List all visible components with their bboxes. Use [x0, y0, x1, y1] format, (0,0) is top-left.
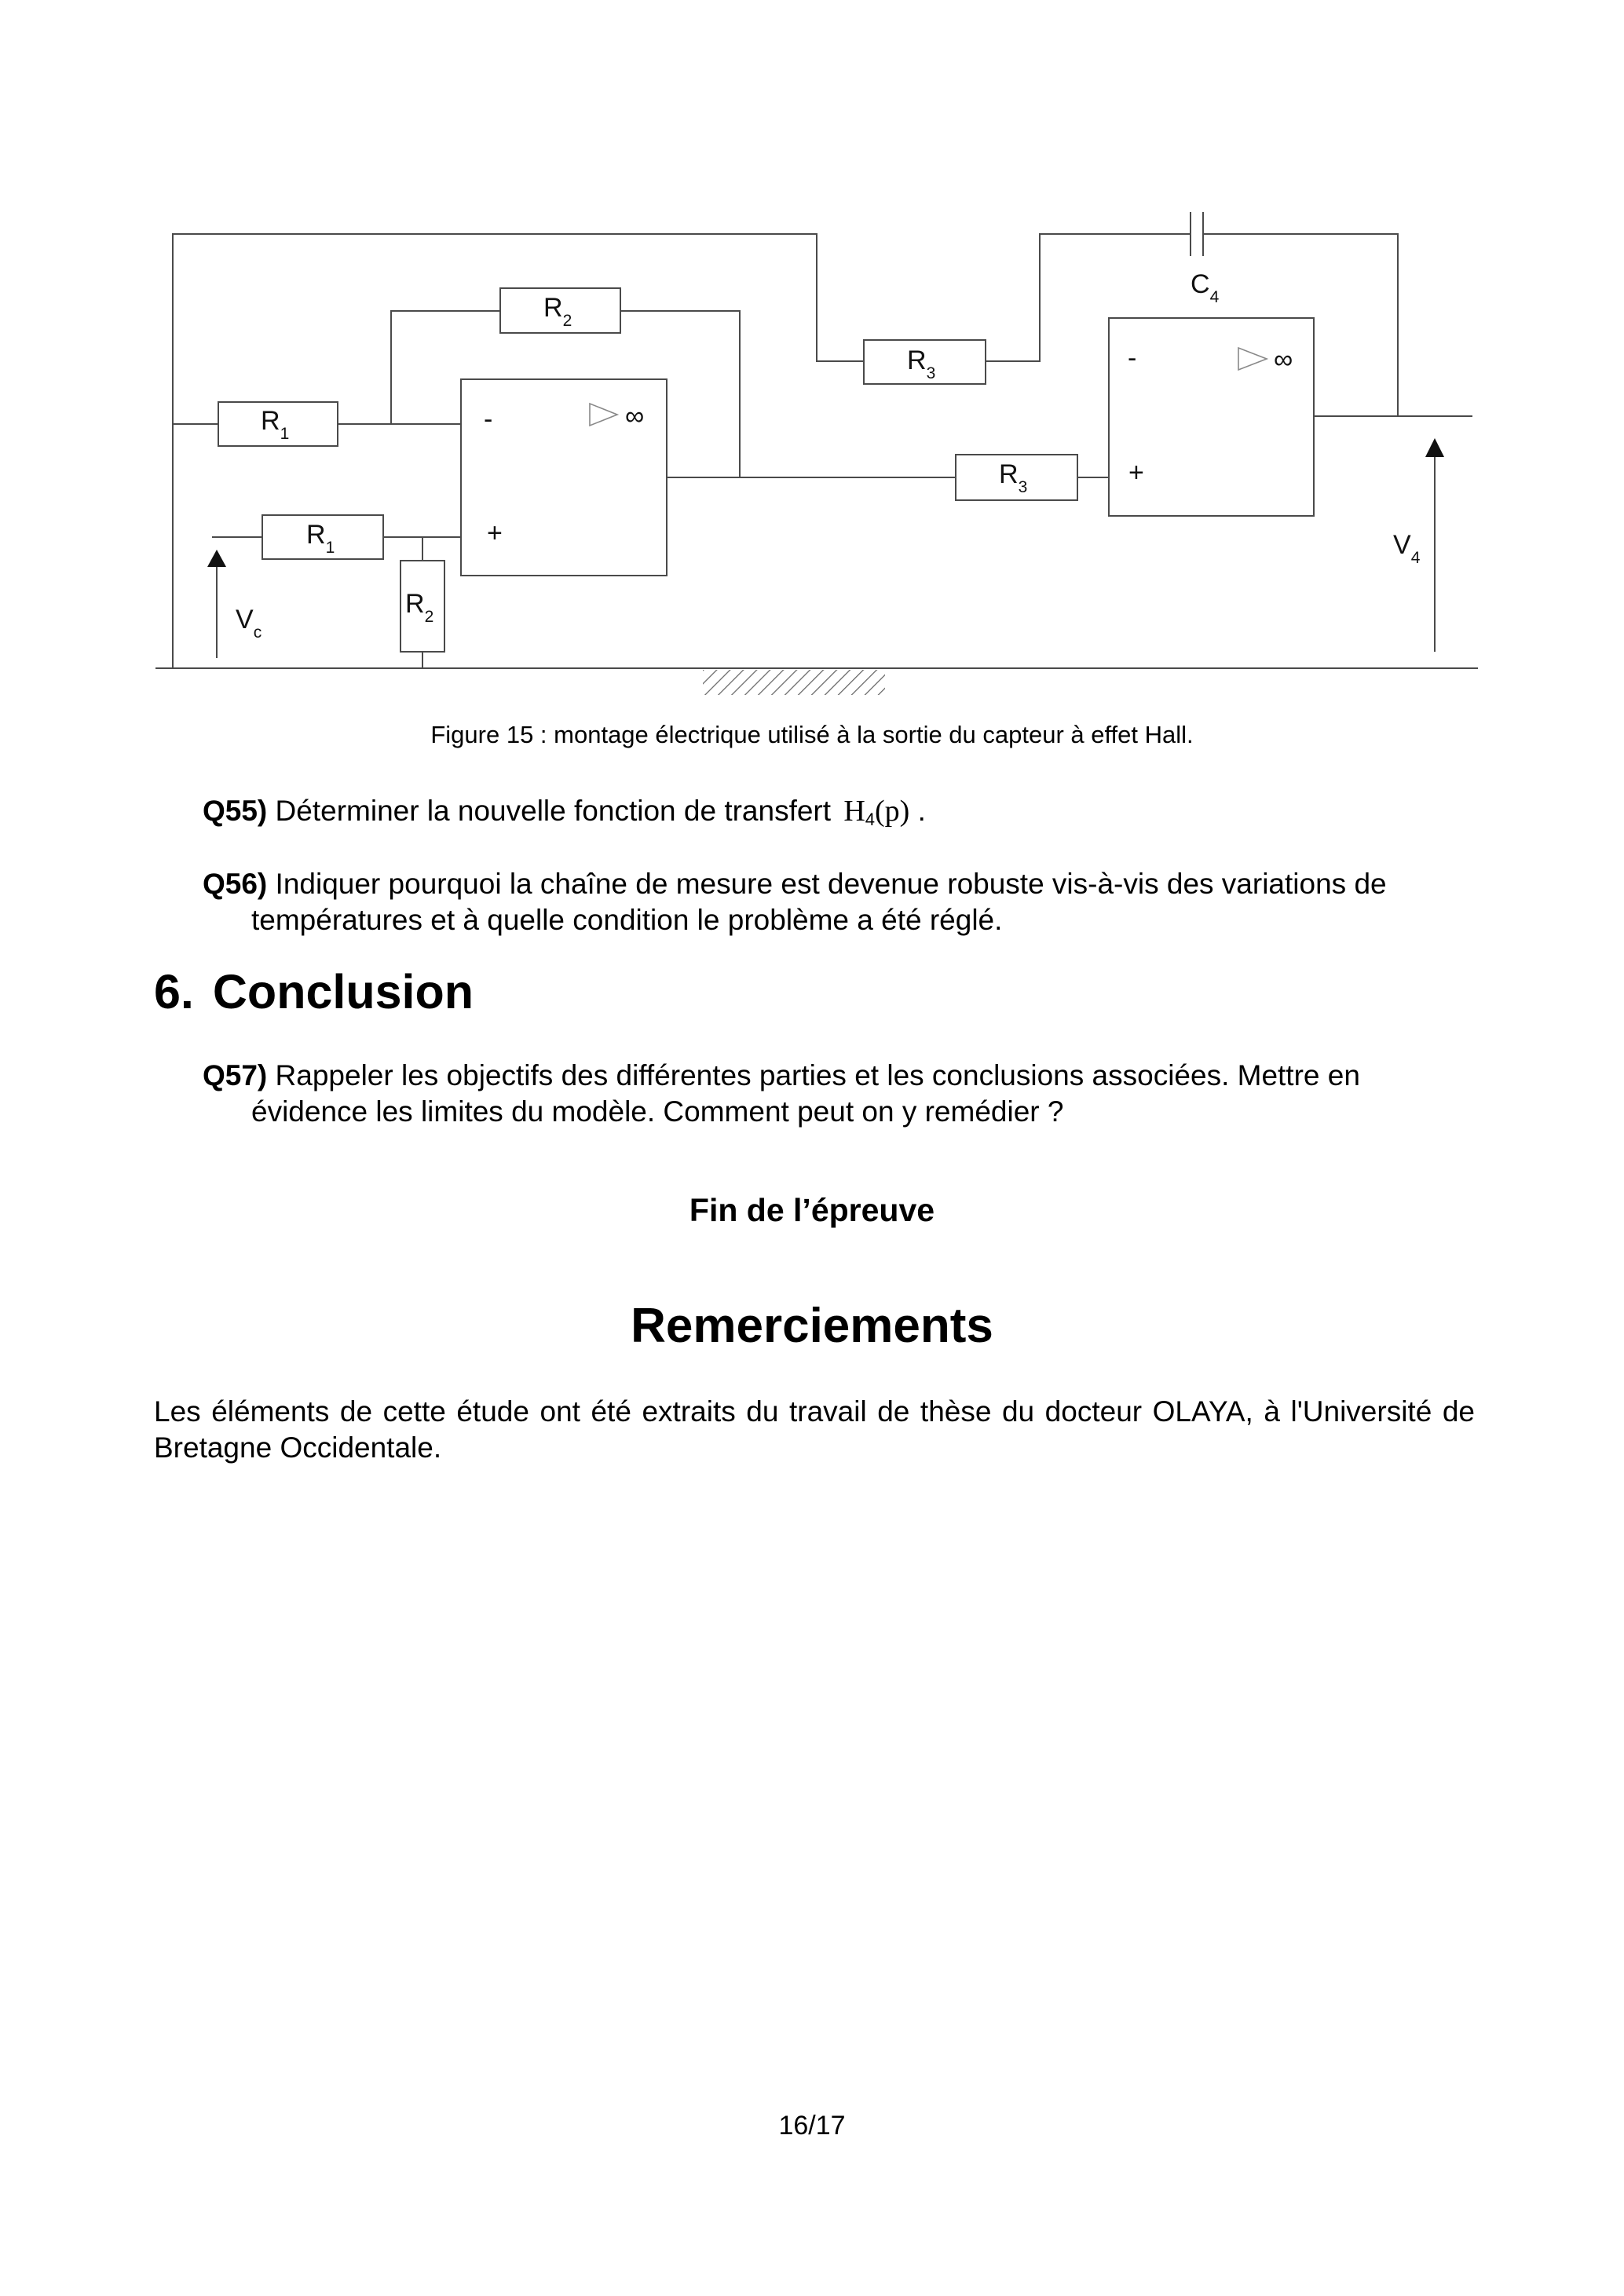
- end-note: Fin de l’épreuve: [689, 1192, 935, 1228]
- figure-caption: Figure 15 : montage électrique utilisé à la sortie du capteur à effet Hall.: [430, 721, 1194, 748]
- resistor-r3-lower: [667, 455, 1109, 500]
- svg-text:R3: $R_3$: [907, 345, 936, 382]
- svg-text:V4: $V_4$: [1393, 530, 1421, 567]
- svg-text:R3: $R_3$: [999, 459, 1028, 496]
- op-amp-1-plus: +: [487, 518, 503, 548]
- page-number: 16/17: [778, 2111, 846, 2141]
- output-branch: [1314, 416, 1472, 652]
- question-text: Rappeler les objectifs des différentes parties et les conclusions associées. Mettre en: [275, 1059, 1360, 1091]
- vc-voltage-arrow: [207, 550, 262, 658]
- svg-text:C4: $C_4$: [1191, 269, 1220, 306]
- svg-text:R1: $R_1$: [261, 406, 290, 443]
- acknowledgements-title: Remerciements: [631, 1299, 993, 1353]
- question-number: Q57): [203, 1059, 268, 1091]
- question-text: Déterminer la nouvelle fonction de transfert: [275, 795, 832, 827]
- svg-text:R1: $R_1$: [306, 520, 335, 557]
- svg-text:Vc: $V_c$: [236, 605, 262, 642]
- transfer-function: $H_4(p)$: [843, 795, 910, 829]
- op-amp-1-infinity: ∞: [625, 401, 645, 431]
- question-q57: [203, 1058, 1475, 1130]
- question-text-cont: évidence les limites du modèle. Comment peut on y remédier ?: [251, 1095, 1064, 1128]
- svg-text:R2: $R_2$: [405, 589, 434, 626]
- resistor-r1-top: [218, 402, 338, 446]
- resistor-r3-upper: [864, 340, 986, 384]
- question-text: Indiquer pourquoi la chaîne de mesure est devenue robuste vis-à-vis des variations de: [275, 868, 1387, 900]
- op-amp-2-infinity: ∞: [1274, 345, 1293, 375]
- ground-line: [155, 668, 1478, 695]
- circuit-diagram: [0, 0, 1624, 707]
- resistor-r1-bottom: [262, 515, 383, 559]
- question-q56: [203, 866, 1475, 938]
- op-amp-1-minus: -: [484, 404, 493, 434]
- resistor-r2-top: [500, 288, 620, 333]
- section-heading: 6. Conclusion: [154, 965, 474, 1018]
- question-text-cont: températures et à quelle condition le problème a été réglé.: [251, 904, 1003, 936]
- op-amp-1: [461, 379, 667, 576]
- acknowledgements-text: Les éléments de cette étude ont été extraits du travail de thèse du docteur OLAYA, à l'Université de Bretagne Occidentale.: [154, 1395, 1475, 1464]
- resistor-r2-shunt: [401, 561, 444, 652]
- question-q55: Q55) Déterminer la nouvelle fonction de transfert $H_4(p)$ .: [203, 795, 926, 829]
- svg-text:R2: $R_2$: [543, 293, 572, 330]
- question-number: Q55): [203, 795, 268, 827]
- op-amp-2-minus: -: [1128, 343, 1137, 373]
- op-amp-2: [1109, 318, 1314, 516]
- question-number: Q56): [203, 868, 268, 900]
- op-amp-2-plus: +: [1128, 458, 1144, 488]
